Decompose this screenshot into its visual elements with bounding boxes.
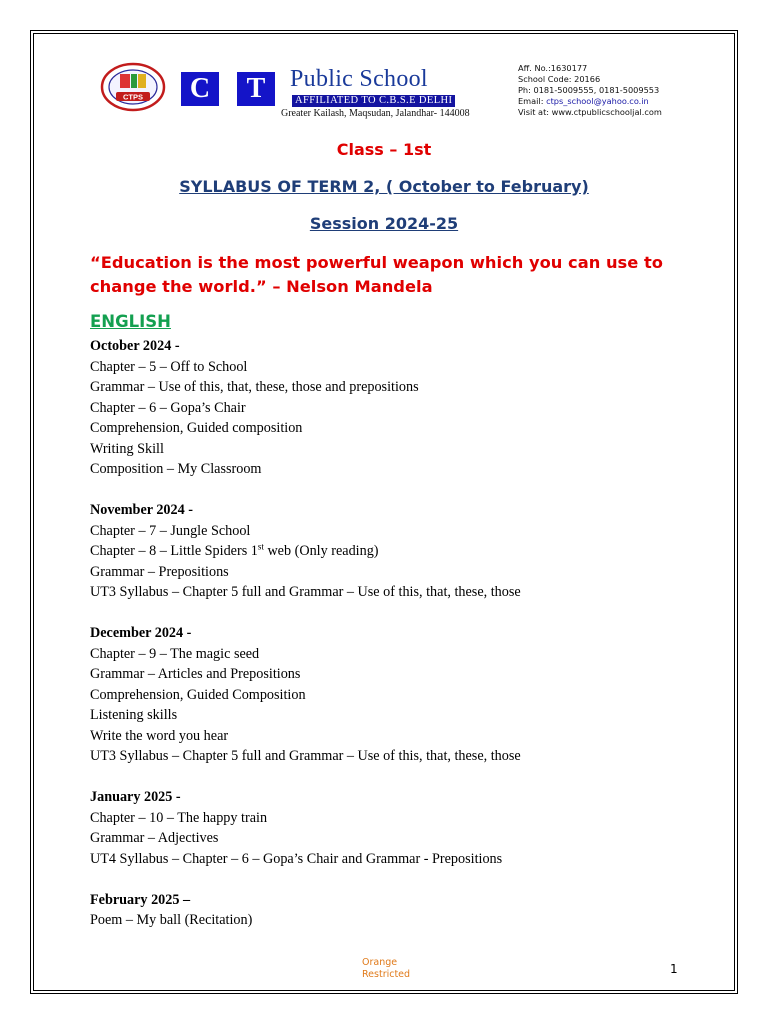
list-item-text: Chapter – 8 – Little Spiders 1 — [90, 543, 258, 559]
logo-letter-c: C — [181, 72, 219, 106]
email-link[interactable]: ctps_school@yahoo.co.in — [546, 96, 649, 106]
month-heading: October 2024 - — [90, 338, 180, 354]
spacer — [90, 603, 710, 624]
list-item: Poem – My ball (Recitation) — [90, 912, 253, 928]
list-item: Comprehension, Guided composition — [90, 420, 303, 436]
list-item: Chapter – 5 – Off to School — [90, 358, 248, 375]
affiliation-number: Aff. No.:1630177 — [518, 63, 588, 73]
month-heading: January 2025 - — [90, 789, 181, 805]
email-label: Email: — [518, 96, 547, 106]
list-item: Comprehension, Guided Composition — [90, 686, 306, 703]
list-item — [90, 541, 710, 562]
month-heading: November 2024 - — [90, 502, 193, 518]
list-item: Grammar – Adjectives — [90, 830, 219, 846]
month-heading: February 2025 – — [90, 891, 191, 908]
quote: “Education is the most powerful weapon which you can use to change the world.” – Nelson Mandela — [90, 253, 663, 296]
phone-numbers: Ph: 0181-5009555, 0181-5009553 — [518, 85, 660, 95]
list-item: UT4 Syllabus – Chapter – 6 – Gopa’s Chair and Grammar - Prepositions — [90, 850, 503, 867]
list-item: Chapter – 10 – The happy train — [90, 809, 268, 826]
list-item: Chapter – 7 – Jungle School — [90, 522, 251, 539]
spacer — [90, 480, 710, 501]
syllabus-title: SYLLABUS OF TERM 2, ( October to February) — [179, 177, 589, 196]
list-item: Chapter – 6 – Gopa’s Chair — [90, 399, 246, 416]
spacer — [90, 869, 710, 890]
contact-block — [518, 63, 662, 118]
class-title: Class – 1st — [336, 140, 432, 159]
spacer — [90, 767, 710, 788]
school-code: School Code: 20166 — [518, 74, 601, 84]
list-item: Composition – My Classroom — [90, 461, 262, 477]
syllabus-content — [90, 336, 710, 931]
list-item: Chapter – 9 – The magic seed — [90, 645, 260, 662]
seal-text: CTPS — [122, 92, 144, 102]
logo-letter-t: T — [237, 72, 275, 106]
month-heading: December 2024 - — [90, 625, 192, 641]
subject-heading: ENGLISH — [90, 312, 171, 331]
school-name: Public School — [290, 66, 428, 92]
list-item: Writing Skill — [90, 440, 164, 457]
school-seal-logo — [100, 62, 166, 112]
affiliation-banner: AFFILIATED TO C.B.S.E DELHI — [292, 95, 455, 107]
website-line[interactable]: Visit at: www.ctpublicschooljal.com — [518, 107, 662, 117]
list-item: Grammar – Use of this, that, these, those and prepositions — [90, 379, 419, 395]
page-number: 1 — [670, 962, 678, 976]
list-item-tail: web (Only reading) — [263, 543, 379, 559]
session-title: Session 2024-25 — [309, 214, 459, 233]
school-address: Greater Kailash, Maqsudan, Jalandhar- 144008 — [281, 108, 470, 119]
list-item: Listening skills — [90, 707, 178, 723]
classification-label: Orange Restricted — [362, 957, 411, 980]
list-item: UT3 Syllabus – Chapter 5 full and Grammar – Use of this, that, these, those — [90, 584, 521, 600]
list-item: Grammar – Prepositions — [90, 563, 229, 580]
list-item: UT3 Syllabus – Chapter 5 full and Grammar – Use of this, that, these, those — [90, 748, 521, 764]
list-item: Write the word you hear — [90, 727, 229, 744]
ordinal-suffix: st — [257, 541, 264, 552]
email-line — [518, 96, 662, 107]
list-item: Grammar – Articles and Prepositions — [90, 666, 301, 682]
